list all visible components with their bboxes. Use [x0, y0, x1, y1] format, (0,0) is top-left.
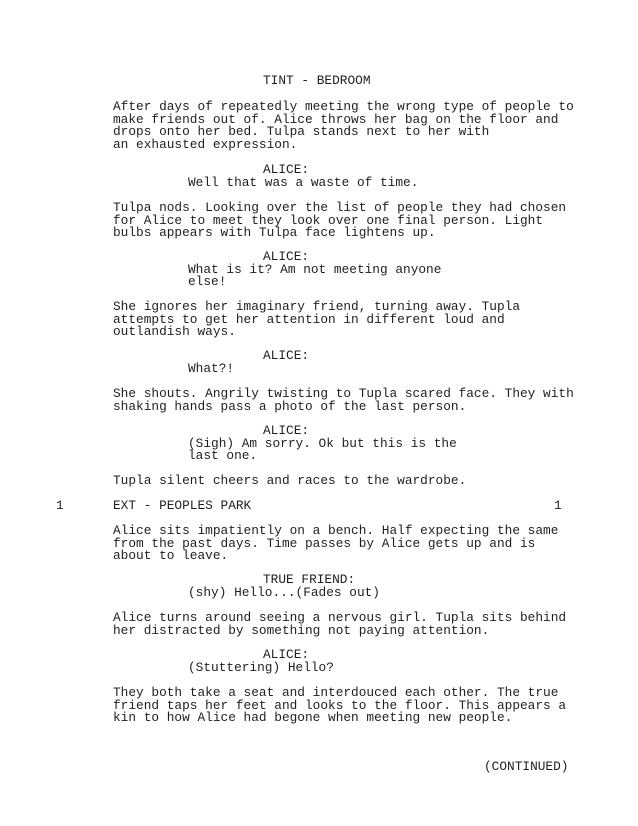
- character-name: ALICE:: [263, 162, 310, 177]
- character-name: ALICE:: [263, 423, 310, 438]
- scene-number-right: 1: [554, 498, 562, 513]
- action-line: attempts to get her attention in different loud and: [113, 311, 505, 327]
- scene-heading-top: TINT - BEDROOM: [263, 73, 371, 88]
- action-line: for Alice to meet they look over one final person. Light: [113, 212, 544, 228]
- action-line: an exhausted expression.: [113, 136, 298, 152]
- action-line: They both take a seat and interdouced each other. The true: [113, 685, 559, 700]
- action-line: her distracted by something not paying attention.: [113, 622, 490, 638]
- action-line: Alice turns around seeing a nervous girl. Tupla sits behind: [113, 610, 567, 625]
- action-line: Alice sits impatiently on a bench. Half expecting the same: [113, 523, 559, 538]
- scene-heading: EXT - PEOPLES PARK: [113, 498, 252, 513]
- dialogue-line: (shy) Hello...(Fades out): [188, 584, 380, 600]
- dialogue-line: (Sigh) Am sorry. Ok but this is the: [188, 435, 457, 451]
- action-line: Tulpa nods. Looking over the list of people they had chosen: [113, 200, 567, 215]
- action-line: She ignores her imaginary friend, turning away. Tupla: [113, 299, 521, 314]
- action-line: from the past days. Time passes by Alice gets up and is: [113, 535, 536, 551]
- character-name: ALICE:: [263, 647, 310, 662]
- dialogue-line: What is it? Am not meeting anyone: [188, 261, 442, 277]
- action-line: kin to how Alice had begone when meeting new people.: [113, 710, 513, 725]
- continued-marker: (CONTINUED): [484, 759, 569, 774]
- action-line: drops onto her bed. Tulpa stands next to her with: [113, 124, 490, 139]
- dialogue-line: Well that was a waste of time.: [188, 174, 419, 190]
- dialogue-line: else!: [188, 274, 227, 289]
- action-line: She shouts. Angrily twisting to Tupla scared face. They with: [113, 386, 574, 401]
- action-line: about to leave.: [113, 548, 229, 563]
- dialogue-line: What?!: [188, 360, 235, 376]
- action-line: make friends out of. Alice throws her bag on the floor and: [113, 111, 559, 127]
- action-line: friend taps her feet and looks to the floor. This appears a: [113, 697, 567, 713]
- scene-number-left: 1: [56, 498, 64, 513]
- dialogue-line: (Stuttering) Hello?: [188, 659, 334, 675]
- character-name: TRUE FRIEND:: [263, 572, 356, 587]
- action-line: shaking hands pass a photo of the last person.: [113, 398, 467, 414]
- action-line: Tupla silent cheers and races to the wardrobe.: [113, 473, 467, 488]
- action-line: outlandish ways.: [113, 324, 236, 339]
- action-line: After days of repeatedly meeting the wrong type of people to: [113, 99, 574, 114]
- character-name: ALICE:: [263, 348, 310, 363]
- character-name: ALICE:: [263, 249, 310, 264]
- dialogue-line: last one.: [188, 448, 258, 463]
- action-line: bulbs appears with Tulpa face lightens up.: [113, 225, 436, 240]
